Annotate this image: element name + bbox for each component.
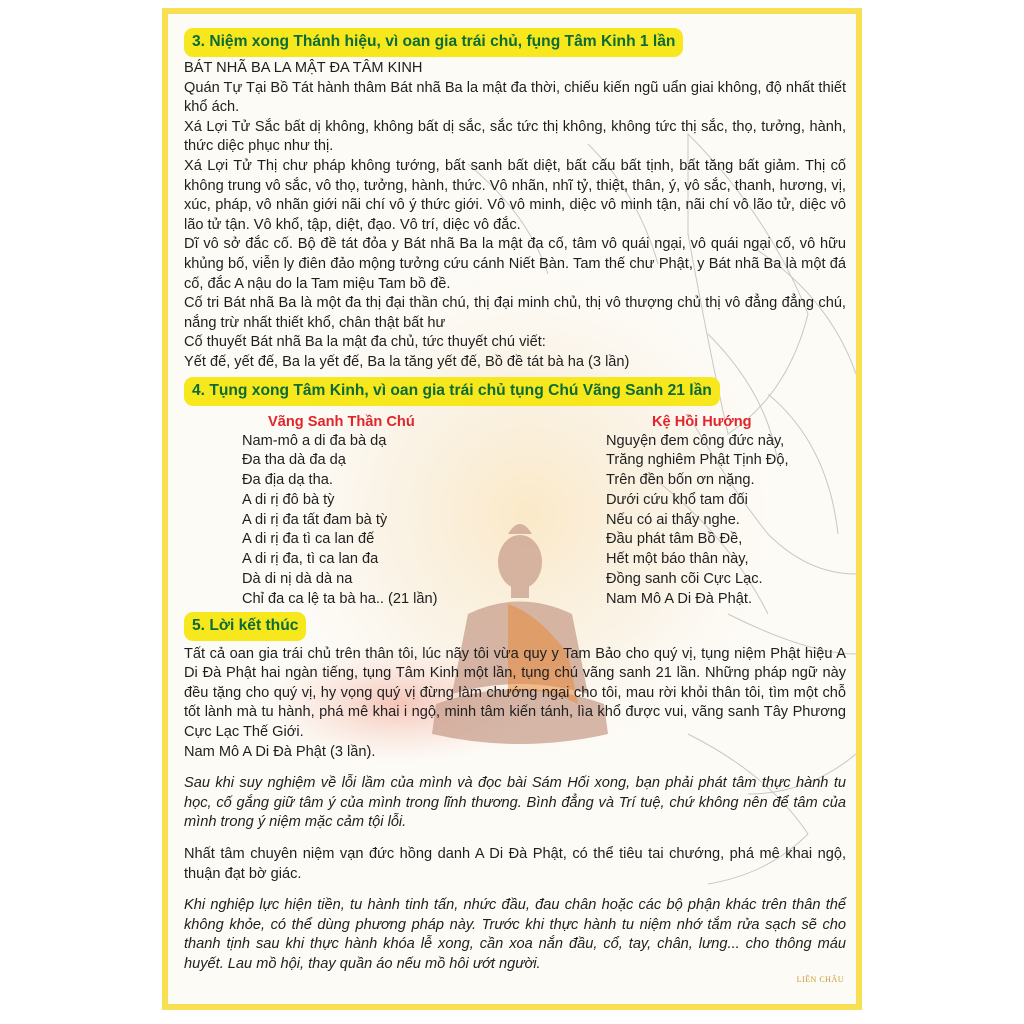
note-italic-2: Khi nghiệp lực hiện tiền, tu hành tinh tấn, nhức đầu, đau chân hoặc các bộ phận khác trên thân thể không khỏe, có thể dùng phương pháp này. Trước khi thực hành tu niệm nhớ tắm rửa sạch sẽ cho thanh tịnh sau khi thực hành khóa lễ xong, cần xoa nắn đầu, cổ, tay, chân, lưng... cho thông máu huyết. Lau mồ hội, thay quần áo nếu mồ hôi ướt người. — [184, 897, 846, 972]
dedication-title: Kệ Hồi Hướng — [652, 413, 752, 430]
mantra-line: A di rị đa tì ca lan đế — [242, 531, 375, 548]
dedication-line: Trên đền bốn ơn nặng. — [606, 472, 755, 489]
sutra-paragraph-7: Yết đế, yết đế, Ba la yết đế, Ba la tăng yết đế, Bồ đề tát bà ha (3 lần) — [184, 353, 630, 370]
section-4-heading: 4. Tụng xong Tâm Kinh, vì oan gia trái chủ tụng Chú Vãng Sanh 21 lần — [184, 377, 720, 406]
dedication-line: Nếu có ai thấy nghe. — [606, 511, 740, 528]
closing-recitation: Nam Mô A Di Đà Phật (3 lần). — [184, 743, 376, 760]
dedication-column — [482, 412, 846, 610]
mantra-line: Dà di nị dà dà na — [242, 571, 353, 588]
mantra-line: Nam-mô a di đa bà dạ — [242, 432, 387, 449]
section-5-heading: 5. Lời kết thúc — [184, 612, 306, 641]
page-content — [184, 28, 846, 975]
dedication-line: Hết một báo thân này, — [606, 551, 749, 568]
dedication-line: Dưới cứu khổ tam đối — [606, 491, 748, 508]
dedication-line: Trăng nghiêm Phật Tịnh Độ, — [606, 452, 789, 469]
dedication-line: Đầu phát tâm Bồ Đề, — [606, 531, 743, 548]
sutra-paragraph-4: Dĩ vô sở đắc cố. Bộ đề tát đỏa y Bát nhã Ba la mật đa cố, tâm vô quái ngại, vô quái ngại cố, vô hữu khủng bố, viễn ly điên đảo mộng tưởng cứu cánh Niết Bàn. Tam thế chư Phật, y Bát nhã Ba là một đá cố, đắc A nậu do la Tam miệu Tam bồ đề. — [184, 236, 846, 292]
section-3-heading: 3. Niệm xong Thánh hiệu, vì oan gia trái chủ, fụng Tâm Kinh 1 lần — [184, 28, 683, 57]
mantra-line: Đa tha dà đa dạ — [242, 452, 346, 469]
sutra-paragraph-5: Cố tri Bát nhã Ba là một đa thị đại thần chú, thị đại minh chủ, thị vô thượng chủ thị vô đẳng đẳng chú, nắng trừ nhất thiết khổ, chân thật bất hư — [184, 295, 846, 331]
mantra-title: Vãng Sanh Thần Chú — [268, 413, 415, 430]
dedication-line: Đồng sanh cõi Cực Lạc. — [606, 571, 763, 588]
mantra-line: A di rị đa tất đam bà tỳ — [242, 511, 388, 528]
mantra-line: A di rị đa, tì ca lan đa — [242, 551, 379, 568]
dedication-line: Nam Mô A Di Đà Phật. — [606, 590, 752, 607]
sutra-paragraph-1: Quán Tự Tại Bồ Tát hành thâm Bát nhã Ba la mật đa thời, chiếu kiến ngũ uẩn giai không, độ nhất thiết khổ ách. — [184, 79, 846, 116]
dedication-line: Nguyện đem công đức này, — [606, 432, 785, 449]
sutra-paragraph-2: Xá Lợi Tử Sắc bất dị không, không bất dị sắc, sắc tức thị không, không tức thị sắc, thọ, tưởng, hành, thức diệc phục như thị. — [184, 118, 846, 155]
page-frame — [162, 8, 862, 1010]
mantra-column — [184, 412, 482, 610]
mantra-line: Chỉ đa ca lệ ta bà ha.. (21 lần) — [242, 590, 438, 607]
note-paragraph-2: Nhất tâm chuyên niệm vạn đức hồng danh A Di Đà Phật, có thể tiêu tai chướng, phá mê khai ngộ, thuận đạt bờ giác. — [184, 846, 846, 882]
brand-logo: LIÊN CHÂU — [796, 975, 844, 984]
mantra-line: Đa địa dạ tha. — [242, 472, 333, 489]
sutra-title: BÁT NHÃ BA LA MẬT ĐA TÂM KINH — [184, 60, 423, 76]
mantra-columns — [184, 412, 846, 610]
sutra-paragraph-6: Cố thuyết Bát nhã Ba la mật đa chủ, tức thuyết chú viết: — [184, 334, 546, 351]
mantra-line: A di rị đô bà tỳ — [242, 491, 335, 508]
sutra-paragraph-3: Xá Lợi Tử Thị chư pháp không tướng, bất sanh bất diệt, bất cấu bất tịnh, bất tăng bất giảm. Thị cố không trung vô sắc, vô thọ, tưởng, hành, thức. Vô nhãn, nhĩ tỷ, thiệt, thân, ý, vô sắc, thanh, hương, vị, xúc, pháp, vô nhãn giới nãi chí vô ý thức giới. Vô vô minh, diệc vô minh tận, nãi chí vô lão tử, diệc vô lão tử tận. Vô khổ, tập, diệt, đạo. Vô trí, diệc vô đắc. — [184, 157, 846, 233]
note-italic-1: Sau khi suy nghiệm về lỗi lầm của mình và đọc bài Sám Hối xong, bạn phải phát tâm thực hành tu học, cố gắng giữ tâm ý của mình trong lĩnh thương. Bình đẳng và Trí tuệ, chứ không nên để tâm của mình trong ý niệm mặc cảm tội lỗi. — [184, 775, 846, 831]
closing-paragraph: Tất cả oan gia trái chủ trên thân tôi, lúc nãy tôi vừa quy y Tam Bảo cho quý vị, tụng niệm Phật hiệu A Di Đà Phật hai ngàn tiếng, tụng Tâm Kinh một lần, tụng chú vãng sanh 21 lần. Những pháp ngữ này đều tặng cho quý vị, hy vọng quý vị đừng làm chướng ngại cho tôi, mau rời khỏi thân tôi, tìm một chỗ tốt lành mà tu hành, phá mê khai i ngộ, minh tâm kiến tánh, lìa khổ được vui, vãng sanh Tây Phương Cực Lạc Thế Giới. — [184, 645, 846, 741]
